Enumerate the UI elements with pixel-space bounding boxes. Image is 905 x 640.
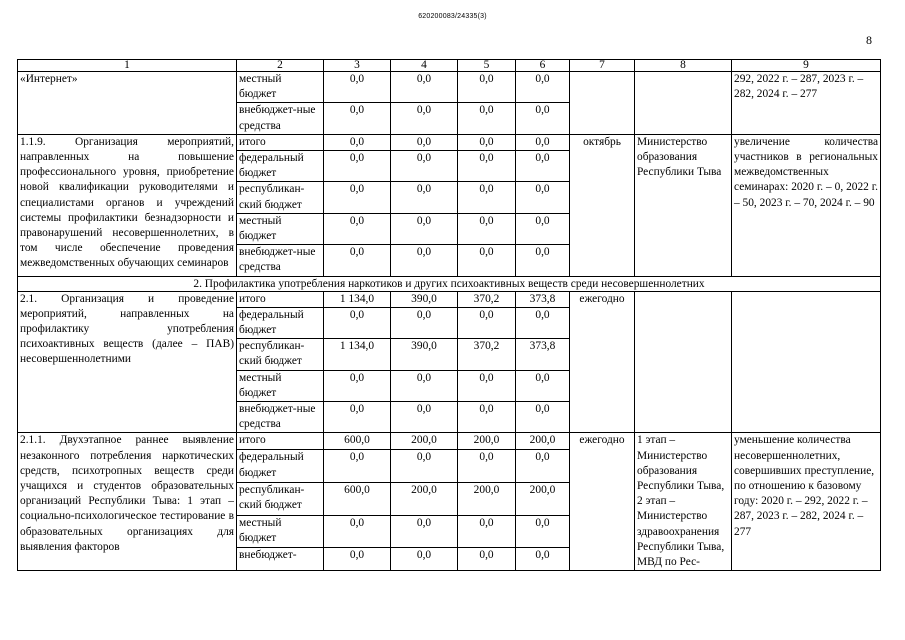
value-cell: 0,0: [458, 213, 516, 244]
value-cell: 373,8: [516, 291, 570, 307]
result-cell: [732, 291, 881, 433]
value-cell: 0,0: [324, 548, 391, 571]
value-cell: 1 134,0: [324, 291, 391, 307]
value-cell: 0,0: [324, 182, 391, 213]
value-cell: 0,0: [458, 515, 516, 548]
executor-cell: 1 этап – Министерство образования Республики Тыва, 2 этап – Министерство здравоохранения Республики Тыва, МВД по Рес-: [635, 433, 732, 571]
funding-source: федеральный бюджет: [237, 151, 324, 182]
value-cell: 0,0: [516, 307, 570, 338]
value-cell: 0,0: [458, 245, 516, 276]
value-cell: 370,2: [458, 339, 516, 370]
value-cell: 0,0: [516, 182, 570, 213]
measure-label: 2.1.1. Двухэтапное раннее выявление незаконного потребления наркотических средств, психотропных веществ среди учащихся и студентов образовательных организаций Республики Тыва: 1 этап – социально-психологическое тестирование в образовательных организациях для выявления факторов: [18, 433, 237, 571]
value-cell: 0,0: [391, 213, 458, 244]
value-cell: 390,0: [391, 339, 458, 370]
value-cell: 390,0: [391, 291, 458, 307]
funding-source: республикан-ский бюджет: [237, 182, 324, 213]
table-row: [18, 134, 881, 150]
term-cell: октябрь: [570, 134, 635, 276]
executor-cell: [635, 291, 732, 433]
value-cell: 370,2: [458, 291, 516, 307]
column-number: 6: [516, 60, 570, 72]
value-cell: 0,0: [516, 370, 570, 401]
section-row: [18, 276, 881, 291]
value-cell: 0,0: [324, 103, 391, 134]
value-cell: 0,0: [391, 548, 458, 571]
value-cell: 0,0: [458, 450, 516, 483]
value-cell: 0,0: [391, 134, 458, 150]
value-cell: 0,0: [391, 450, 458, 483]
measure-label: 1.1.9. Организация мероприятий, направленных на повышение профессионального уровня, приобретение новой квалификации руководителями и специалистами органов и учреждений системы профилактики безнадзорности и правонарушений несовершеннолетних, в том числе обеспечение проведения межведомственных обучающих семинаров: [18, 134, 237, 276]
value-cell: 0,0: [391, 72, 458, 103]
value-cell: 0,0: [458, 151, 516, 182]
term-cell: ежегодно: [570, 291, 635, 433]
funding-source: местный бюджет: [237, 515, 324, 548]
value-cell: 0,0: [458, 72, 516, 103]
funding-source: внебюджет-ные средства: [237, 245, 324, 276]
value-cell: 0,0: [391, 307, 458, 338]
value-cell: 0,0: [391, 151, 458, 182]
funding-source: федеральный бюджет: [237, 307, 324, 338]
value-cell: 600,0: [324, 483, 391, 516]
value-cell: 0,0: [324, 213, 391, 244]
value-cell: 0,0: [391, 245, 458, 276]
value-cell: 0,0: [516, 515, 570, 548]
value-cell: 0,0: [458, 103, 516, 134]
value-cell: 0,0: [324, 134, 391, 150]
column-number: 3: [324, 60, 391, 72]
funding-source: итого: [237, 134, 324, 150]
page-number: 8: [866, 33, 872, 47]
column-number: 2: [237, 60, 324, 72]
funding-source: федеральный бюджет: [237, 450, 324, 483]
value-cell: 200,0: [391, 483, 458, 516]
value-cell: 0,0: [391, 103, 458, 134]
column-number: 5: [458, 60, 516, 72]
value-cell: 0,0: [516, 151, 570, 182]
column-number: 7: [570, 60, 635, 72]
result-cell: увеличение количества участников в региональных межведомственных семинарах: 2020 г. – 0, 2022 г. – 50, 2023 г. – 70, 2024 г. – 90: [732, 134, 881, 276]
table-row: [18, 291, 881, 307]
value-cell: 0,0: [391, 515, 458, 548]
executor-cell: Министерство образования Республики Тыва: [635, 134, 732, 276]
funding-source: итого: [237, 291, 324, 307]
measure-label: 2.1. Организация и проведение мероприятий, направленных на профилактику употребления психоактивных веществ (далее – ПАВ) несовершеннолетними: [18, 291, 237, 433]
table-row: [18, 72, 881, 103]
funding-source: местный бюджет: [237, 370, 324, 401]
value-cell: 0,0: [324, 72, 391, 103]
value-cell: 200,0: [516, 433, 570, 450]
value-cell: 0,0: [516, 134, 570, 150]
value-cell: 0,0: [458, 307, 516, 338]
term-cell: [570, 72, 635, 135]
document-id: 620200083/24335(3): [418, 13, 487, 20]
value-cell: 0,0: [516, 450, 570, 483]
funding-source: внебюджет-ные средства: [237, 402, 324, 433]
column-number: 1: [18, 60, 237, 72]
column-number: 8: [635, 60, 732, 72]
value-cell: 0,0: [516, 213, 570, 244]
column-number: 4: [391, 60, 458, 72]
table-row: [18, 433, 881, 450]
value-cell: 0,0: [516, 72, 570, 103]
value-cell: 0,0: [391, 402, 458, 433]
value-cell: 0,0: [391, 370, 458, 401]
value-cell: 0,0: [324, 245, 391, 276]
value-cell: 0,0: [516, 548, 570, 571]
value-cell: 600,0: [324, 433, 391, 450]
value-cell: 0,0: [458, 548, 516, 571]
funding-source: местный бюджет: [237, 213, 324, 244]
funding-source: республикан-ский бюджет: [237, 339, 324, 370]
value-cell: 0,0: [458, 402, 516, 433]
value-cell: 200,0: [391, 433, 458, 450]
result-cell: 292, 2022 г. – 287, 2023 г. – 282, 2024 г. – 277: [732, 72, 881, 135]
value-cell: 0,0: [516, 402, 570, 433]
value-cell: 200,0: [458, 433, 516, 450]
measure-label: «Интернет»: [18, 72, 237, 135]
funding-source: внебюджет-: [237, 548, 324, 571]
value-cell: 0,0: [458, 134, 516, 150]
value-cell: 0,0: [324, 370, 391, 401]
value-cell: 200,0: [516, 483, 570, 516]
program-table: [17, 59, 881, 571]
column-numbers-row: [18, 60, 881, 72]
section-title: 2. Профилактика употребления наркотиков и других психоактивных веществ среди несовершеннолетних: [18, 276, 881, 291]
value-cell: 0,0: [324, 515, 391, 548]
funding-source: внебюджет-ные средства: [237, 103, 324, 134]
value-cell: 0,0: [391, 182, 458, 213]
funding-source: республикан-ский бюджет: [237, 483, 324, 516]
result-cell: уменьшение количества несовершеннолетних, совершивших преступление, по отношению к базовому году: 2020 г. – 292, 2022 г. – 287, 2023 г. – 282, 2024 г. – 277: [732, 433, 881, 571]
value-cell: 0,0: [516, 103, 570, 134]
value-cell: 0,0: [324, 307, 391, 338]
value-cell: 0,0: [324, 450, 391, 483]
value-cell: 373,8: [516, 339, 570, 370]
funding-source: местный бюджет: [237, 72, 324, 103]
value-cell: 0,0: [516, 245, 570, 276]
value-cell: 0,0: [458, 182, 516, 213]
executor-cell: [635, 72, 732, 135]
value-cell: 1 134,0: [324, 339, 391, 370]
funding-source: итого: [237, 433, 324, 450]
column-number: 9: [732, 60, 881, 72]
term-cell: ежегодно: [570, 433, 635, 571]
value-cell: 200,0: [458, 483, 516, 516]
value-cell: 0,0: [324, 151, 391, 182]
value-cell: 0,0: [324, 402, 391, 433]
value-cell: 0,0: [458, 370, 516, 401]
